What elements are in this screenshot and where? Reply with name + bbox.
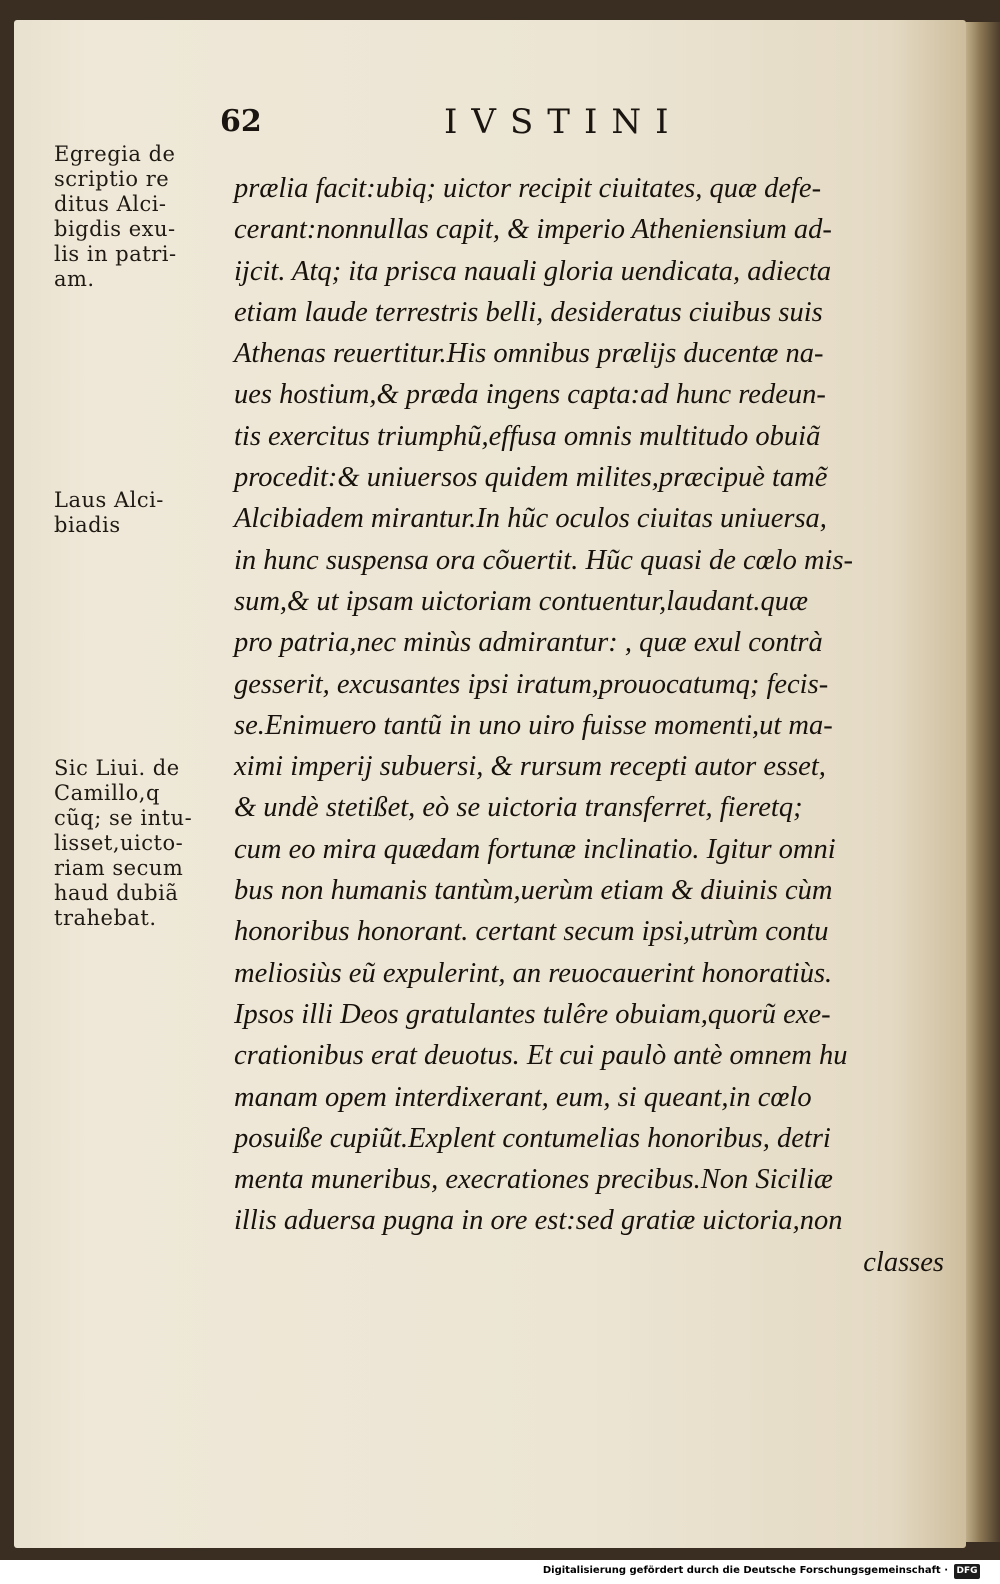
- marginal-line: am.: [54, 267, 95, 291]
- marginal-line: bigdis exu-: [54, 217, 176, 241]
- text-line: tis exercitus triumphũ,effusa omnis multitudo obuiã: [234, 420, 821, 452]
- digitization-footer: [0, 1560, 1000, 1584]
- marginal-line: lisset,uicto-: [54, 831, 184, 855]
- marginal-line: ditus Alci-: [54, 192, 167, 216]
- text-line: Athenas reuertitur.His omnibus prælijs ducentæ na-: [234, 338, 824, 370]
- text-line: ues hostium,& præda ingens capta:ad hunc redeun-: [234, 379, 826, 411]
- text-line: posuiße cupiũt.Explent contumelias honoribus, detri: [234, 1122, 831, 1154]
- marginal-line: scriptio re: [54, 167, 170, 191]
- marginal-line: lis in patri-: [54, 242, 177, 266]
- text-line: manam opem interdixerant, eum, si queant,in cœlo: [234, 1081, 812, 1113]
- text-line: ximi imperij subuersi, & rursum recepti autor esset,: [234, 751, 826, 783]
- marginal-line: haud dubiã: [54, 881, 179, 905]
- text-line: se.Enimuero tantũ in uno uiro fuisse momenti,ut ma-: [234, 709, 833, 741]
- marginal-line: biadis: [54, 513, 121, 537]
- text-line: bus non humanis tantùm,uerùm etiam & diuinis cùm: [234, 875, 833, 907]
- text-line: meliosiùs eũ expulerint, an reuocauerint honoratiùs.: [234, 957, 833, 989]
- marginal-line: riam secum: [54, 856, 184, 880]
- text-line: procedit:& uniuersos quidem milites,præcipuè tamẽ: [234, 462, 828, 494]
- catchword: classes: [863, 1246, 944, 1278]
- marginal-line: Egregia de: [54, 142, 176, 166]
- marginal-note-1: [54, 142, 224, 292]
- dfg-logo: DFG: [954, 1564, 980, 1579]
- text-line: pro patria,nec minùs admirantur: , quæ exul contrà: [234, 627, 823, 659]
- text-line: gesserit, excusantes ipsi iratum,prouocatumq; fecis-: [234, 668, 829, 700]
- marginal-line: Sic Liui. de: [54, 756, 180, 780]
- text-line: ijcit. Atq; ita prisca nauali gloria uendicata, adiecta: [234, 255, 832, 287]
- text-line: cum eo mira quædam fortunæ inclinatio. Igitur omni: [234, 833, 836, 865]
- running-head: [214, 102, 714, 152]
- main-text-block: [234, 168, 954, 1283]
- text-line: illis aduersa pugna in ore est:sed gratiæ uictoria,non: [234, 1205, 843, 1237]
- text-line: & undè stetißet, eò se uictoria transferret, fieretq;: [234, 792, 803, 824]
- text-line: Ipsos illi Deos gratulantes tulêre obuiam,quorũ exe-: [234, 998, 831, 1030]
- text-line: menta muneribus, execrationes precibus.Non Siciliæ: [234, 1164, 833, 1196]
- funding-credit: Digitalisierung gefördert durch die Deutsche Forschungsgemeinschaft ·: [542, 1565, 948, 1576]
- text-line: etiam laude terrestris belli, desideratus ciuibus suis: [234, 296, 823, 328]
- text-line: crationibus erat deuotus. Et cui paulò antè omnem hu: [234, 1040, 848, 1072]
- marginal-note-3: [54, 756, 224, 931]
- page-gutter-shadow: [966, 22, 1000, 1542]
- book-page: [14, 20, 966, 1548]
- marginal-line: Laus Alci-: [54, 488, 164, 512]
- text-line: honoribus honorant. certant secum ipsi,utrùm contu: [234, 916, 829, 948]
- text-line: cerant:nonnullas capit, & imperio Atheniensium ad-: [234, 214, 832, 246]
- marginal-line: trahebat.: [54, 906, 157, 930]
- text-line: Alcibiadem mirantur.In hũc oculos ciuitas uniuersa,: [234, 503, 827, 535]
- marginal-note-2: [54, 488, 224, 538]
- text-line: sum,& ut ipsam uictoriam contuentur,laudant.quæ: [234, 585, 808, 617]
- marginal-line: cũq; se intu-: [54, 806, 193, 830]
- text-line: in hunc suspensa ora cõuertit. Hũc quasi de cœlo mis-: [234, 544, 854, 576]
- page-number: 62: [220, 104, 262, 139]
- running-title: IVSTINI: [444, 102, 683, 142]
- text-line: prælia facit:ubiq; uictor recipit ciuitates, quæ defe-: [234, 173, 822, 204]
- marginal-line: Camillo,q: [54, 781, 160, 805]
